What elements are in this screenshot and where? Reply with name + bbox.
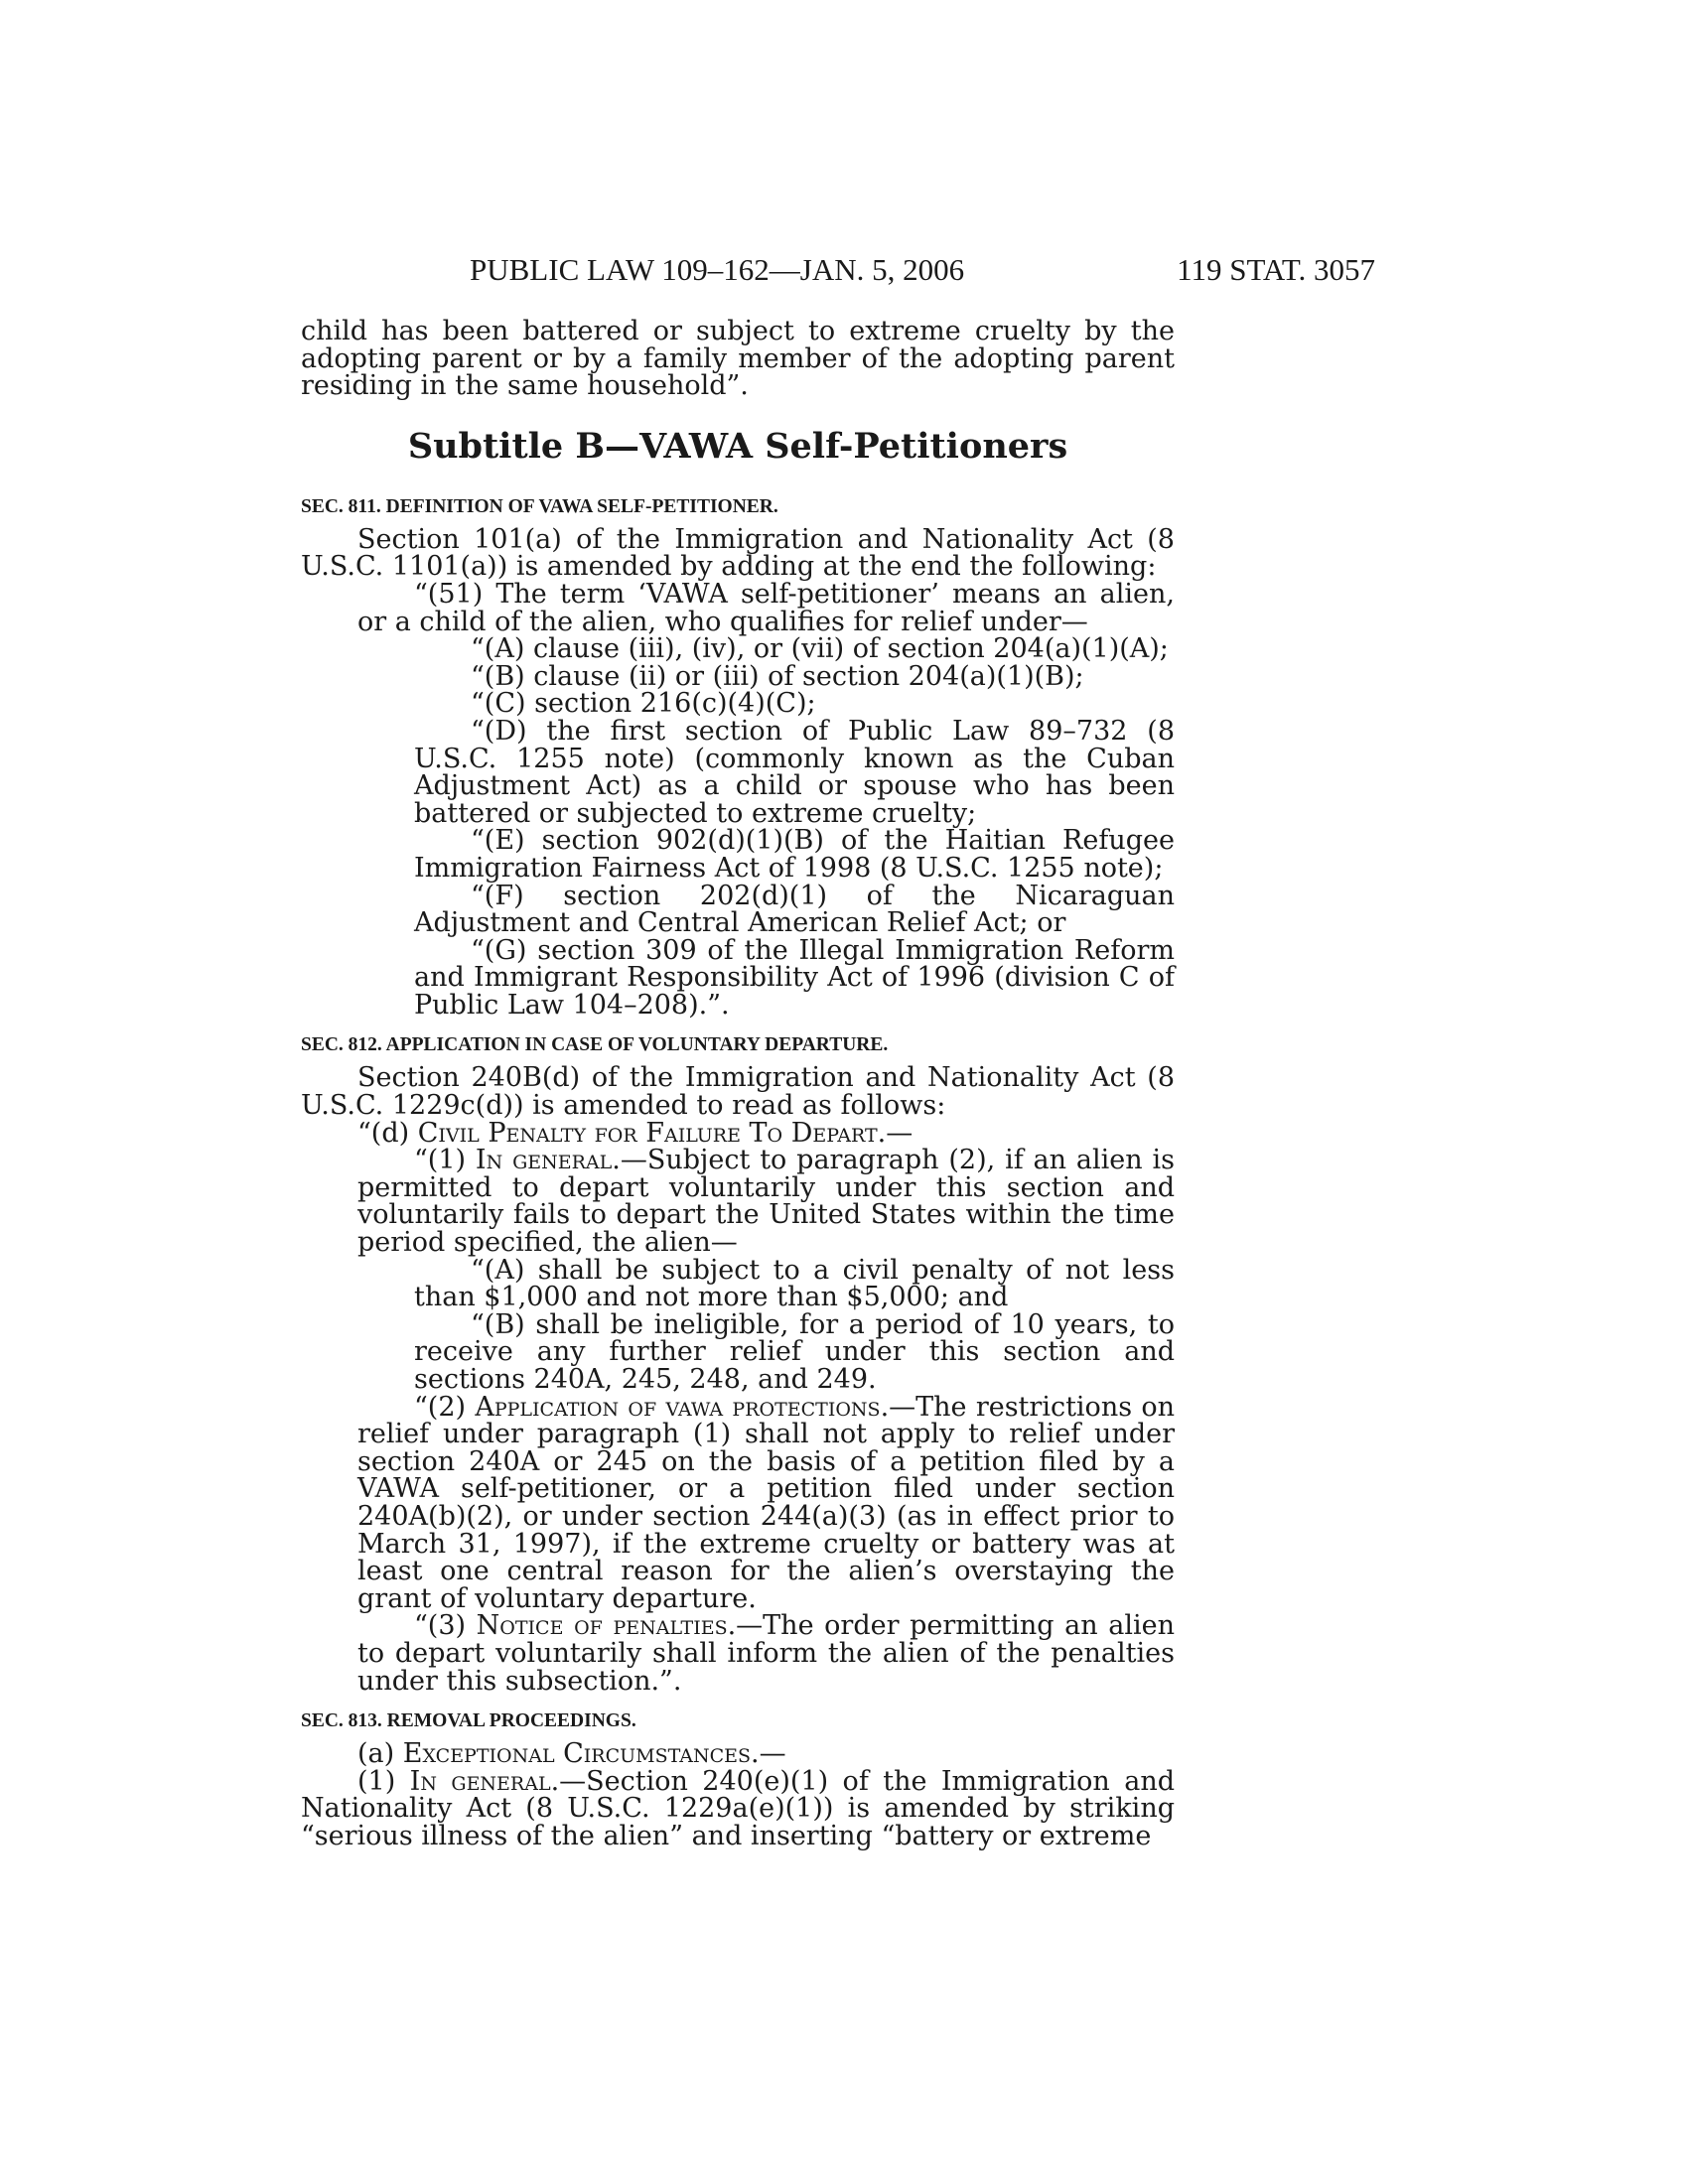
- section-812-heading: SEC. 812. APPLICATION IN CASE OF VOLUNTARY DEPARTURE.: [301, 1034, 889, 1056]
- paragraph-812-3-prefix: “(3): [414, 1610, 477, 1642]
- subsection-813-a-prefix: (a): [357, 1738, 403, 1770]
- section-813-heading: SEC. 813. REMOVAL PROCEEDINGS.: [301, 1710, 636, 1732]
- paragraph-51: “(51) The term ‘VAWA self-petitioner’ means an alien, or a child of the alien, who qualifies for relief under—: [357, 578, 1175, 637]
- section-811-heading: SEC. 811. DEFINITION OF VAWA SELF-PETITIONER.: [301, 495, 778, 517]
- paragraph-812-2-prefix: “(2): [414, 1391, 476, 1423]
- clause-811-c: “(C) section 216(c)(4)(C);: [471, 688, 816, 720]
- subsection-813-a-heading: [301, 1740, 1175, 1768]
- clause-811-f: “(F) section 202(d)(1) of the Nicaraguan Adjustment and Central American Relief Act; or: [414, 880, 1175, 939]
- clause-811-d: “(D) the first section of Public Law 89–732 (8 U.S.C. 1255 note) (commonly known as the Cuban Adjustment Act) as a child or spouse who has been battered or subjected to extreme cruelty;: [414, 715, 1175, 829]
- paragraph-813-1-text: .—Section 240(e)(1) of the Immigration and Nationality Act (8 U.S.C. 1229a(e)(1)) is amended by striking “serious illness of the alien” and inserting “battery or extreme: [301, 1765, 1175, 1851]
- clause-811-g: “(G) section 309 of the Illegal Immigration Reform and Immigrant Responsibility Act of 1996 (division C of Public Law 104–208).”.: [414, 934, 1175, 1021]
- paragraph-813-1-caption: In general: [409, 1765, 551, 1797]
- clause-812-b: “(B) shall be ineligible, for a period of 10 years, to receive any further relief under this section and sections 240A, 245, 248, and 249.: [414, 1308, 1175, 1395]
- subsection-d-suffix: .—: [877, 1117, 914, 1149]
- paragraph-812-3-caption: Notice of penalties: [476, 1610, 728, 1642]
- subtitle-heading: Subtitle B—VAWA Self-Petitioners: [407, 425, 1068, 467]
- stat-page-number: 119 STAT. 3057: [1177, 252, 1375, 287]
- paragraph-812-1-prefix: “(1): [414, 1145, 476, 1176]
- running-head: PUBLIC LAW 109–162—JAN. 5, 2006: [470, 252, 965, 287]
- paragraph-812-2-caption: Application of vawa protections: [475, 1391, 881, 1423]
- paragraph-812-1-text: .—Subject to paragraph (2), if an alien is permitted to depart voluntarily under this section and voluntarily fails to depart the United States within the time period specified, the alien—: [357, 1145, 1175, 1259]
- clause-812-a: “(A) shall be subject to a civil penalty of not less than $1,000 and not more than $5,000; and: [414, 1254, 1175, 1313]
- paragraph-812-2: [301, 1391, 1175, 1614]
- subsection-d-caption: Civil Penalty for Failure To Depart: [417, 1117, 878, 1149]
- paragraph-813-1-prefix: (1): [357, 1765, 410, 1797]
- paragraph-812-2-text: .—The restrictions on relief under paragraph (1) shall not apply to relief under section 240A or 245 on the basis of a petition filed by a VAWA self-petitioner, or a petition filed under section 240A(b)(2), or under section 244(a)(3) (as in effect prior to March 31, 1997), if the extreme cruelty or battery was at least one central reason for the alien’s overstaying the grant of voluntary departure.: [357, 1391, 1175, 1614]
- paragraph-813-1: [301, 1765, 1175, 1851]
- continued-paragraph: child has been battered or subject to extreme cruelty by the adopting parent or by a family member of the adopting parent residing in the same household”.: [301, 316, 1175, 402]
- clause-811-b: “(B) clause (ii) or (iii) of section 204(a)(1)(B);: [471, 660, 1084, 692]
- body-text: [301, 318, 1175, 1850]
- subsection-d-prefix: “(d): [357, 1117, 418, 1149]
- subsection-d-heading: [301, 1117, 1175, 1149]
- clause-811-a: “(A) clause (iii), (iv), or (vii) of section 204(a)(1)(A);: [471, 633, 1169, 665]
- paragraph-812-3-text: .—The order permitting an alien to depart voluntarily shall inform the alien of the penalties under this subsection.”.: [357, 1610, 1175, 1697]
- paragraph-812-3: [301, 1612, 1175, 1695]
- subsection-813-a-suffix: .—: [751, 1738, 786, 1770]
- subsection-813-a-caption: Exceptional Circumstances: [402, 1738, 752, 1770]
- section-811-intro: Section 101(a) of the Immigration and Nationality Act (8 U.S.C. 1101(a)) is amended by adding at the end the following:: [301, 523, 1175, 583]
- paragraph-812-1: [301, 1145, 1175, 1259]
- clause-811-e: “(E) section 902(d)(1)(B) of the Haitian Refugee Immigration Fairness Act of 1998 (8 U.S.C. 1255 note);: [414, 825, 1175, 884]
- section-812-intro: Section 240B(d) of the Immigration and Nationality Act (8 U.S.C. 1229c(d)) is amended to read as follows:: [301, 1062, 1175, 1122]
- paragraph-812-1-caption: In general: [475, 1145, 613, 1176]
